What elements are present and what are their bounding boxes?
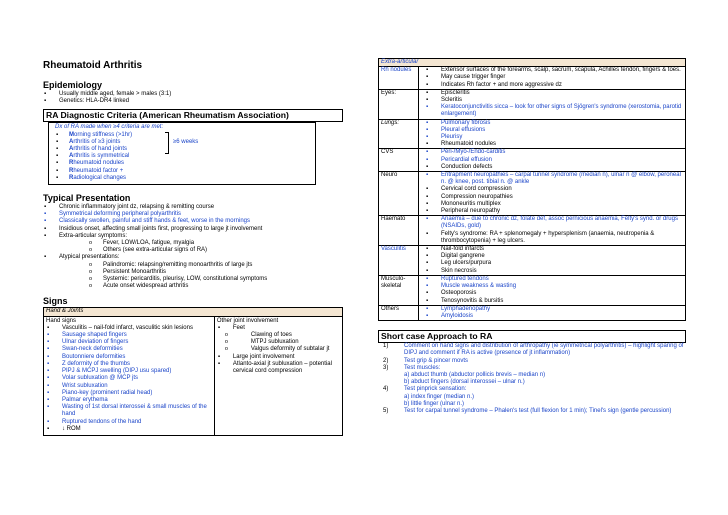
hand-sign: ▪ Boutonniere deformities [46,354,212,361]
ea-item: ▪ Pleural effusions [421,127,683,134]
hand-sign: ▪ Ruptured tendons of the hand [46,419,212,426]
criteria-list [51,132,313,182]
other-joint-header: Other joint involvement [216,317,279,324]
ea-items [419,149,685,171]
step-line: Test for carpal tunnel syndrome – Phalen's test (full flexion for 1 min); Tinel's sign (gentle percussion) [404,407,672,414]
short-case-step [378,386,686,408]
ea-row-eyes [379,90,685,120]
other-joint-column [215,317,342,435]
ea-category: Haemato [379,216,419,245]
criteria-letter: M [69,131,74,138]
ea-category: Vasculitis [379,246,419,275]
short-case-heading: Short case Approach to RA [378,330,686,343]
typical-item: ▪ Symmetrical deforming peripheral polyarthritis [43,211,343,218]
typical-item: ▪ Chronic inflammatory joint dz, relapsing & remitting course [43,204,343,211]
hand-sign: ▪ Piano-key (prominent radial head) [46,390,212,397]
diagnostic-heading: RA Diagnostic Criteria (American Rheumatism Association) [43,109,343,122]
feet-item: o Valgus deformity of subtalar jt [217,346,340,353]
ea-category: Eyes: [379,90,419,119]
signs-table [43,307,343,435]
hand-sign: ▪ Ulnar deviation of fingers [46,339,212,346]
extra-symptom: o Others (see extra-articular signs of RA) [43,247,343,254]
short-case-step [378,408,686,415]
short-case-step [378,365,686,387]
short-case-step [378,343,686,357]
ea-row-neuro [379,172,685,216]
step-line: Test grip & pincer movts [404,357,469,364]
step-line: b) little finger (ulnar n.) [404,400,465,407]
signs-row [44,317,342,435]
ea-item: ▪ Mononeuritis multiplex [421,201,683,208]
ea-row-rh-nodules [379,67,685,90]
criteria-item [55,160,313,167]
hand-sign: ▪ Volar subluxation @ MCP jts [46,375,212,382]
feet-item: o MTPJ subluxation [217,339,340,346]
criteria-letter: A [69,146,74,153]
hand-sign: ▪ Swan-neck deformities [46,346,212,353]
extra-articular-band: Extra-articular [379,59,685,67]
ea-item: ▪ Skin necrosis [421,268,683,275]
hand-sign: ▪ Palmar erythema [46,397,212,404]
ea-category: Musculo-skeletal [379,276,419,305]
ea-items [419,67,685,89]
atypical-item: o Palindromic: relapsing/remitting monoarthritis of large jts [43,262,343,269]
hand-sign: ▪ Vasculitis – nail-fold infarct, vasculitic skin lesions [46,325,212,332]
ea-row-others [379,306,685,320]
criteria-bracket-label: ≥6 weeks [173,138,199,145]
step-number: 5) [383,407,389,414]
hand-signs-header: Hand signs [46,317,77,324]
ea-items [419,90,685,119]
criteria-letter: A [69,153,74,160]
hand-signs-column [44,317,215,435]
ea-item: ▪ Extensor surfaces of the forearms, scalp, sacrum, scapula, Achilles tendon, fingers & toes. [421,67,683,74]
criteria-text: adiological changes [73,174,127,181]
step-line: b) abduct fingers (dorsal interossei – ulnar n.) [404,379,525,386]
criteria-item [55,153,313,160]
ea-items [419,306,685,320]
criteria-text: heumatoid nodules [73,160,125,167]
ea-item: ▪ Nail-fold infarcts [421,246,683,253]
criteria-letter: R [69,160,74,167]
criteria-bracket [165,132,169,154]
ea-item: ▪ Rheumatoid nodules [421,141,683,148]
atypical-item: o Systemic: pericarditis, pleurisy, LOW, constitutional symptoms [43,276,343,283]
ea-items [419,216,685,245]
typical-item: ▪ Classically swollen, painful and stiff hands & feet, worse in the mornings [43,218,343,225]
ea-item: ▪ Scleritis [421,97,683,104]
other-joint-item: ▪ Atlanto-axial jt subluxation – potential cervical cord compression [217,361,340,375]
hand-sign: ▪ Wasting of 1st dorsal interossei & small muscles of the hand [46,404,212,418]
hand-sign: ▪ Sausage shaped fingers [46,332,212,339]
ea-items [419,246,685,275]
criteria-letter: R [69,167,74,174]
ea-item: ▪ Digital gangrene [421,253,683,260]
epidemiology-item: ▪ Usually middle aged, female > males (3:1) [43,91,343,98]
extra-symptom: o Fever, LOW/LOA, fatigue, myalgia [43,240,343,247]
ea-item: ▪ Tenosynovitis & bursitis [421,298,683,305]
step-number: 3) [383,364,389,371]
step-number: 4) [383,386,389,393]
ea-row-vasculitis [379,246,685,276]
ea-items [419,276,685,305]
ea-item: ▪ Pleurisy [421,134,683,141]
extra-articular-symptoms: ▪ Extra-articular symptoms: [43,233,343,240]
step-number: 1) [383,343,389,350]
page-title: Rheumatoid Arthritis [43,60,143,71]
other-joint-item: ▪ Large joint involvement [217,354,340,361]
atypical-presentations: ▪ Atypical presentations: [43,254,343,261]
criteria-text: rthritis is symmetrical [73,153,130,160]
step-line: a) index finger (median n.) [404,393,475,400]
feet-item: o Clawing of toes [217,332,340,339]
signs-heading: Signs [43,296,68,307]
left-column [43,58,343,436]
typical-heading: Typical Presentation [43,193,131,204]
step-line: a) abduct thumb (abductor pollicis brevis – median n) [404,371,546,378]
ea-item: ▪ Pericardial effusion [421,157,683,164]
ea-item: ▪ Osteoporosis [421,290,683,297]
criteria-text: orning stiffness (>1hr) [74,131,133,138]
extra-articular-table [378,58,686,321]
right-column [378,58,686,415]
ea-item: ▪ Peripheral neuropathy [421,208,683,215]
ea-item: ▪ Ruptured tendons [421,276,683,283]
hand-sign: ▪ ↓ ROM [46,426,212,433]
criteria-item [55,175,313,182]
ea-row-haemato [379,216,685,246]
ea-category: CVS [379,149,419,171]
ea-row-lungs [379,120,685,150]
atypical-item: o Acute onset widespread arthritis [43,283,343,290]
step-line: Comment on hand signs and distribution of arthropathy (ie symmetrical polyarthritis) – highlight sparing of DIPJ and comment if RA is active (presence of jt inflammation) [404,343,684,357]
criteria-letter: R [69,174,74,181]
ea-item: ▪ Conduction defects [421,164,683,171]
ea-item: ▪ Pulmonary fibrosis [421,120,683,127]
ea-item: ▪ May cause trigger finger [421,74,683,81]
ea-item: ▪ Amyloidosis [421,313,683,320]
ea-item: ▪ Episcleritis [421,90,683,97]
ea-row-cvs [379,149,685,172]
ea-category: Neuro [379,172,419,215]
atypical-item: o Persistent Monoarthritis [43,269,343,276]
signs-band: Hand & Joints [44,308,342,316]
ea-items [419,120,685,149]
ea-row-musculoskeletal [379,276,685,306]
epidemiology-item: ▪ Genetics: HLA-DR4 linked [43,98,343,105]
ea-item: ▪ Felty's syndrome: RA + splenomegaly + hypersplenism (anaemia, neutropenia & thrombocytopenia) + leg ulcers. [421,231,683,245]
short-case-step [378,358,686,365]
typical-item: ▪ Insidious onset, affecting small joints first, progressing to large jt involvement [43,226,343,233]
hand-sign: ▪ PIPJ & MCPJ swelling (DIPJ usu spared) [46,368,212,375]
ea-items [419,172,685,215]
ea-item: ▪ Compression neuropathies [421,194,683,201]
criteria-letter: A [69,138,74,145]
step-number: 2) [383,357,389,364]
ea-item: ▪ Indicates Rh factor + and more aggressive dz [421,82,683,89]
ea-item: ▪ Leg ulcers/purpura [421,260,683,267]
ea-item: ▪ Keratoconjunctivitis sicca – look for other signs of Sjögren's syndrome (xerostomia, parotid enlargement) [421,104,683,118]
step-line: Test pinprick sensation: [404,386,467,393]
criteria-item [55,146,313,153]
criteria-box-header: Dx of RA made when ≥4 criteria are met: [55,124,164,131]
ea-item: ▪ Peri-/Myo-/Endo-carditis [421,149,683,156]
ea-item: ▪ Cervical cord compression [421,186,683,193]
criteria-item [55,168,313,175]
feet-label: ▪ Feet [217,325,340,332]
criteria-text: heumatoid factor + [73,167,124,174]
criteria-text: rthritis of ≥3 joints [73,138,121,145]
ea-item: ▪ Anaemia – due to chronic dz, folate def, assoc pernicious anaemia, Felty's synd. or drugs (NSAIDs, gold) [421,216,683,230]
ea-item: ▪ Lymphadenopathy [421,306,683,313]
ea-category: Rh nodules [379,67,419,89]
ea-category: Lungs: [379,120,419,149]
step-line: Test muscles: [404,364,441,371]
diagnostic-criteria-box [48,122,316,185]
hand-sign: ▪ Z deformity of the thumbs [46,361,212,368]
ea-category: Others [379,306,419,320]
ea-item: ▪ Muscle weakness & wasting [421,283,683,290]
criteria-text: rthritis of hand joints [73,146,128,153]
hand-sign: ▪ Wrist subluxation [46,383,212,390]
ea-item: ▪ Entrapment neuropathies – carpal tunnel syndrome (median n), ulnar n @ elbow, peroneal n. @ knee, post. tibial n. @ ankle [421,172,683,186]
epidemiology-heading: Epidemiology [43,80,103,90]
